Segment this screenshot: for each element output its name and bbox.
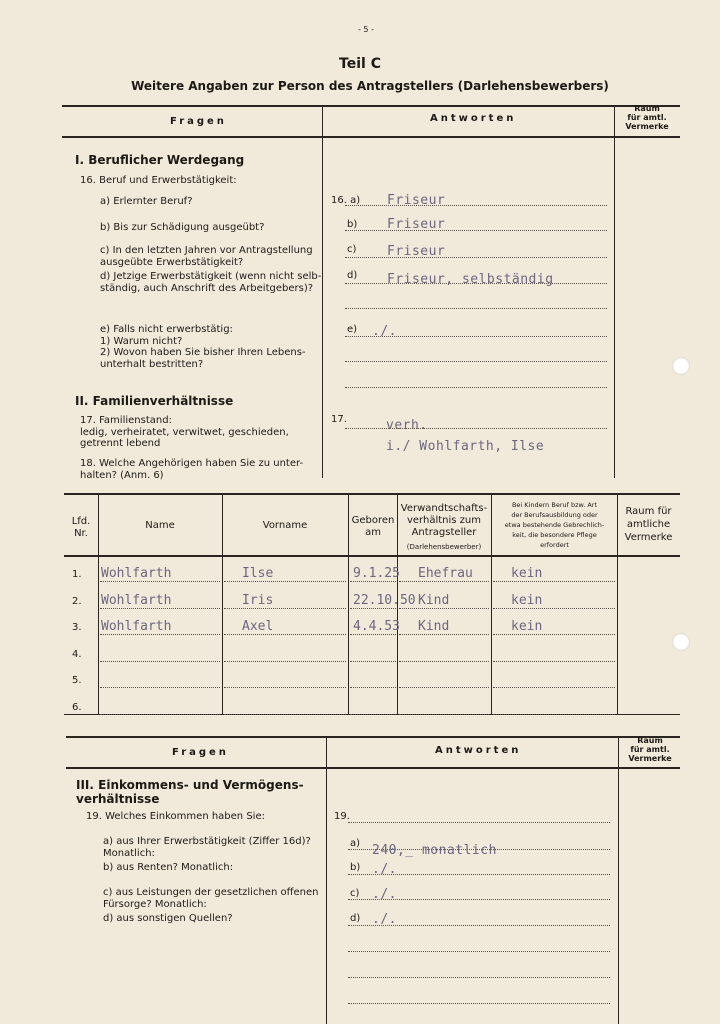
- row-geboren: 4.4.53: [353, 619, 400, 634]
- cell-line: [100, 661, 220, 662]
- section-heading: II. Familienverhältnisse: [75, 394, 234, 408]
- table-border: [64, 555, 680, 557]
- row-number: 2.: [72, 595, 82, 607]
- row-vorname: Ilse: [242, 566, 274, 581]
- cell-line: [224, 687, 346, 688]
- col-header-verwandtschaft-note: (Darlehensbewerber): [406, 543, 482, 551]
- raum-header: Raum für amtl. Vermerke: [625, 104, 669, 131]
- answer-line: [345, 205, 607, 206]
- cell-line: [493, 661, 615, 662]
- cell-line: [350, 661, 396, 662]
- row-geboren: 9.1.25: [353, 566, 400, 581]
- cell-line: [493, 714, 615, 715]
- answer-line: [348, 925, 610, 926]
- question-17: 17. Familienstand: ledig, verheiratet, verwitwet, geschieden, getrennt lebend: [80, 415, 289, 449]
- cell-line: [224, 581, 346, 582]
- question-16d: d) Jetzige Erwerbstätigkeit (wenn nicht selb- ständig, auch Anschrift des Arbeitgebers)?: [100, 271, 322, 294]
- cell-line: [399, 714, 489, 715]
- answer-label: e): [347, 324, 358, 335]
- answer-16d: Friseur, selbständig: [387, 272, 554, 287]
- cell-line: [100, 581, 220, 582]
- row-number: 5.: [72, 675, 82, 686]
- answer-line: [345, 428, 607, 429]
- row-verwandtschaft: Kind: [418, 619, 450, 634]
- row-name: Wohlfarth: [101, 619, 172, 634]
- column-divider: [326, 736, 327, 1024]
- cell-line: [493, 687, 615, 688]
- answer-16e: ./.: [372, 324, 397, 339]
- row-number: 3.: [72, 622, 82, 633]
- cell-line: [350, 687, 396, 688]
- question-19: 19. Welches Einkommen haben Sie:: [86, 811, 265, 822]
- punch-hole: [672, 357, 690, 375]
- col-header-nr: Lfd. Nr.: [71, 516, 91, 539]
- question-16b: b) Bis zur Schädigung ausgeübt?: [100, 222, 265, 233]
- answer-label: 17.: [331, 414, 347, 425]
- answer-label: 19.: [334, 811, 350, 822]
- question-18: 18. Welche Angehörigen haben Sie zu unter- halten? (Anm. 6): [80, 458, 304, 481]
- fragen-header: Fragen: [170, 116, 227, 127]
- cell-line: [350, 608, 396, 609]
- answer-16a: Friseur: [387, 193, 446, 208]
- column-divider: [322, 105, 323, 478]
- rule: [66, 767, 680, 769]
- cell-line: [100, 687, 220, 688]
- page-subtitle: Weitere Angaben zur Person des Antragstellers (Darlehensbewerbers): [131, 79, 609, 93]
- answer-16c: Friseur: [387, 244, 446, 259]
- answer-line: [345, 257, 607, 258]
- row-verwandtschaft: Ehefrau: [418, 566, 473, 581]
- col-header-raum: Raum für amtliche Vermerke: [624, 506, 673, 543]
- answer-line: [348, 977, 610, 978]
- question-16: 16. Beruf und Erwerbstätigkeit:: [80, 175, 237, 186]
- col-header-verwandtschaft: Verwandtschafts- verhältnis zum Antragsteller: [400, 503, 488, 538]
- cell-line: [399, 608, 489, 609]
- row-vorname: Axel: [242, 619, 274, 634]
- column-divider: [618, 736, 619, 1024]
- answer-19c: ./.: [372, 887, 397, 902]
- cell-line: [224, 714, 346, 715]
- row-number: 4.: [72, 648, 82, 660]
- answer-line: [348, 1003, 610, 1004]
- answer-line: [348, 874, 610, 875]
- answer-line: [348, 899, 610, 900]
- section-heading: III. Einkommens- und Vermögens- verhältnisse: [76, 778, 304, 806]
- section-heading: I. Beruflicher Werdegang: [75, 153, 245, 167]
- col-header-geboren: Geboren am: [351, 515, 395, 538]
- answer-line: [345, 230, 607, 231]
- raum-header: Raum für amtl. Vermerke: [628, 736, 672, 763]
- antworten-header: Antworten: [430, 113, 517, 124]
- cell-line: [399, 687, 489, 688]
- question-19a: a) aus Ihrer Erwerbstätigkeit (Ziffer 16d)? Monatlich:: [103, 836, 311, 859]
- cell-line: [350, 634, 396, 635]
- rule: [62, 136, 680, 138]
- page-number: - 5 -: [358, 25, 374, 34]
- col-header-beruf: Bei Kindern Beruf bzw. Art der Berufsausbildung oder etwa bestehende Gebrechlich- keit, die besondere Pflege erfordert: [504, 501, 605, 549]
- antworten-header: Antworten: [435, 745, 522, 756]
- answer-label: b): [350, 862, 361, 873]
- answer-label: 16. a): [331, 195, 361, 206]
- cell-line: [224, 661, 346, 662]
- answer-label: c): [347, 244, 357, 255]
- row-verwandtschaft: Kind: [418, 592, 450, 608]
- answer-label: c): [350, 888, 360, 899]
- question-19d: d) aus sonstigen Quellen?: [103, 913, 233, 924]
- answer-line: [345, 308, 607, 309]
- question-16e: e) Falls nicht erwerbstätig: 1) Warum nicht? 2) Wovon haben Sie bisher Ihren Lebens- unterhalt bestritten?: [100, 324, 306, 370]
- cell-line: [100, 634, 220, 635]
- fragen-header: Fragen: [172, 747, 229, 758]
- row-number: 6.: [72, 701, 82, 713]
- answer-line: [348, 822, 610, 823]
- row-beruf: kein: [511, 619, 543, 634]
- rule: [66, 736, 680, 738]
- question-16a: a) Erlernter Beruf?: [100, 196, 193, 207]
- cell-line: [399, 634, 489, 635]
- question-19c: c) aus Leistungen der gesetzlichen offenen Fürsorge? Monatlich:: [103, 887, 319, 910]
- row-name: Wohlfarth: [101, 592, 172, 608]
- cell-line: [100, 714, 220, 715]
- answer-line: [345, 283, 607, 284]
- cell-line: [350, 581, 396, 582]
- question-19b: b) aus Renten? Monatlich:: [103, 862, 234, 873]
- cell-line: [399, 661, 489, 662]
- row-vorname: Iris: [242, 592, 274, 608]
- cell-line: [100, 608, 220, 609]
- row-number: 1.: [72, 569, 82, 580]
- answer-17-spouse: i./ Wohlfarth, Ilse: [386, 439, 545, 454]
- answer-line: [345, 336, 607, 337]
- rule: [62, 105, 680, 107]
- answer-label: b): [347, 219, 358, 230]
- answer-line: [345, 361, 607, 362]
- answer-19a: 240,_ monatlich: [372, 843, 497, 858]
- row-beruf: kein: [511, 566, 543, 581]
- cell-line: [493, 634, 615, 635]
- question-16c: c) In den letzten Jahren vor Antragstellung ausgeübte Erwerbstätigkeit?: [100, 245, 313, 268]
- cell-line: [350, 714, 396, 715]
- cell-line: [493, 581, 615, 582]
- answer-label: d): [350, 913, 361, 924]
- answer-19b: ./.: [372, 862, 397, 877]
- answer-line: [348, 849, 610, 850]
- cell-line: [224, 608, 346, 609]
- cell-line: [224, 634, 346, 635]
- column-divider: [614, 105, 615, 478]
- answer-17-status: verh.: [386, 418, 428, 433]
- answer-19d: ./.: [372, 912, 397, 927]
- answer-label: a): [350, 838, 361, 849]
- row-beruf: kein: [511, 592, 543, 608]
- answer-16b: Friseur: [387, 217, 446, 232]
- cell-line: [493, 608, 615, 609]
- answer-label: d): [347, 270, 358, 281]
- table-border: [64, 493, 680, 495]
- answer-line: [348, 951, 610, 952]
- answer-line: [345, 387, 607, 388]
- page-title: Teil C: [339, 56, 381, 72]
- row-geboren: 22.10.50: [353, 592, 416, 608]
- row-name: Wohlfarth: [101, 566, 172, 581]
- col-header-name: Name: [145, 520, 175, 531]
- cell-line: [399, 581, 489, 582]
- punch-hole: [672, 633, 690, 651]
- col-header-vorname: Vorname: [262, 520, 308, 531]
